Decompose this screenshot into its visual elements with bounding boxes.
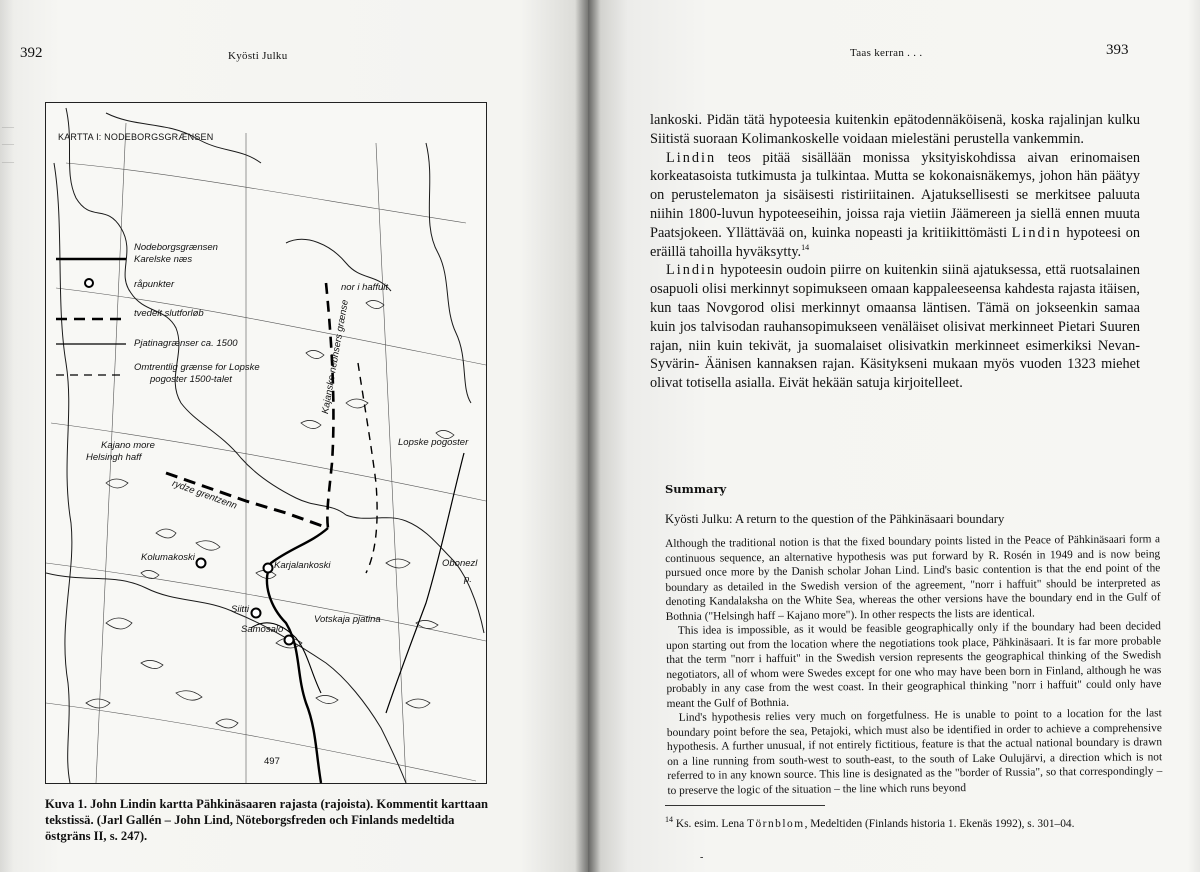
place-p-mark: p. bbox=[464, 574, 472, 585]
summary-body bbox=[665, 532, 1162, 798]
place-siitti: Siitti bbox=[231, 604, 249, 615]
summary-title: Kyösti Julku: A return to the question of the Pähkinäsaari boundary bbox=[665, 512, 1005, 526]
running-head-right: Taas kerran . . . bbox=[850, 47, 923, 59]
summary-heading: Summary bbox=[665, 482, 727, 496]
stray-mark: - bbox=[700, 852, 704, 863]
book-gutter bbox=[575, 0, 601, 872]
place-rydze: rydze grentzenn bbox=[170, 478, 239, 512]
footnote bbox=[665, 815, 1075, 830]
place-karjalankoski: Karjalankoski bbox=[274, 560, 331, 571]
place-kolumakoski: Kolumakoski bbox=[141, 552, 195, 563]
paragraph-2 bbox=[650, 149, 1140, 262]
paragraph-2-text-b: hypoteesi on eräillä tahoilla hyväksytty. bbox=[650, 224, 1140, 260]
footnote-reference: 14 bbox=[801, 242, 810, 252]
running-head-left: Kyösti Julku bbox=[228, 50, 288, 62]
page-number-right: 393 bbox=[1106, 42, 1129, 58]
legend-tvedelt: tvedelt slutforløb bbox=[134, 308, 204, 319]
map-figure bbox=[45, 102, 487, 784]
place-samosalo: Samosalo bbox=[241, 624, 284, 635]
author-name: Lindin bbox=[1011, 224, 1062, 241]
paragraph-3 bbox=[650, 261, 1140, 393]
main-text bbox=[650, 111, 1140, 393]
bleed-through-text: — — — bbox=[2, 119, 14, 168]
place-kajanske: Kajanske nebhsers grænse bbox=[320, 298, 351, 415]
figure-caption: Kuva 1. John Lindin kartta Pähkinäsaaren rajasta (rajoista). Kommentit karttaan tekstissä. (Jarl Gallén – John Lind, Nöteborgsfreden och Finlands medeltida östgräns II, s. 247). bbox=[45, 797, 489, 843]
place-obonezl: Obonezl bbox=[442, 558, 478, 569]
map-title: KARTTA I: NODEBORGSGRÆNSEN bbox=[58, 132, 214, 142]
place-helsingh: Helsingh haff bbox=[86, 452, 142, 463]
map-page-number: 497 bbox=[264, 756, 280, 767]
legend-rapunkter: råpunkter bbox=[134, 279, 175, 290]
footnote-rule bbox=[665, 805, 825, 806]
paragraph-1: lankoski. Pidän tätä hypoteesia kuitenkin epätodennäköisenä, koska rajalinjan kulku Siitistä suoraan Kolimankoskelle voidaan mielestäni perustella vankemmin. bbox=[650, 112, 1140, 147]
legend-nodeborg-2: Karelske næs bbox=[134, 254, 193, 265]
footnote-number: 14 bbox=[665, 815, 673, 825]
place-votskaja: Votskaja pjatina bbox=[314, 614, 381, 625]
left-page bbox=[0, 0, 588, 872]
paragraph-3-text: hypoteesin oudoin piirre on kuitenkin siinä ajatuksessa, että ruotsalainen osapuoli olisi merkinnyt sopimukseen omaan kappaleeseensa kahdesta rajasta itäisen, kun taas Novgorod olisi merkinnyt omaansa läntisen. Tämä on jokseenkin samaa kuin jos talvisodan rauhansopimukseen venäläiset olisivat merkinneet Pietari Suuren rajan, niin kuin tekivät, ja suomalaiset olisivatkin merkinneet esimerkiksi Nevan-Syvärin- Äänisen kannaksen rajan. Käsitykseni mukaan myös vuoden 1323 miehet olivat totisella asialla. Eivät hekään satuja kirjoitelleet. bbox=[650, 262, 1140, 392]
paragraph-2-text-a: teos pitää sisällään monissa yksityiskohdissa aivan erinomaisen korkeatasoista tutkimusta ja tulkintaa. Mutta se kokonaisnäkemys, johon hän päätyy on perustelematon ja sisäisesti ristiriitainen. Ajatuksellisesti se merkitsee paluuta niihin 1800-luvun hypoteeseihin, joissa raja vietiin Jäämereen ja siellä ennen muuta Paatsjokeen. Yllättävää on, kuinka nopeasti ja kritiikittömästi bbox=[650, 149, 1140, 241]
legend-pjatina: Pjatinagrænser ca. 1500 bbox=[134, 338, 238, 349]
author-name: Lindin bbox=[666, 149, 717, 166]
place-lopske: Lopske pogoster bbox=[398, 437, 469, 448]
footnote-text-a: Ks. esim. Lena bbox=[673, 818, 748, 830]
author-name: Lindin bbox=[666, 262, 717, 279]
footnote-author: Törnblom bbox=[747, 818, 805, 830]
summary-paragraph: This idea is impossible, as it would be feasible geographically only if the boundary had been decided upon starting out from the location where the negotiations took place, Pähkinäsaari. It is far more probable that the term "norr i haffuit" in the Swedish version represents the geographical thinking of the Swedish negotiators, all of whom were Swedes except for one who may have been born in Finland, although he was probably in any case from the west coast. In their geographical thinking "norr i haffuit" could only have meant the Gulf of Bothnia. bbox=[665, 620, 1162, 710]
place-kajano: Kajano more bbox=[101, 440, 155, 451]
page-number-left: 392 bbox=[20, 45, 43, 61]
summary-paragraph: Lind's hypothesis relies very much on forgetfulness. He is unable to point to a location for the last boundary point before the sea, Petajoki, which must also be identified in order to achieve a comprehensive hypothesis. A further unusual, if not entirely fictitious, feature is that the actual national boundary is drawn on a line running from south-west to south-east, to the south of Lake Oulujärvi, a direction which is not referred to in any known source. This line is designated as the "border of Russia", so that correspondingly – to preserve the logic of the situation – the line which runs beyond bbox=[666, 707, 1163, 797]
legend-lopske-1: Omtrentlig grænse for Lopske bbox=[134, 362, 260, 373]
legend-nodeborg-1: Nodeborgsgrænsen bbox=[134, 242, 218, 253]
footnote-text-b: , Medeltiden (Finlands historia 1. Ekenäs 1992), s. 301–04. bbox=[804, 818, 1075, 830]
legend-lopske-2: pogoster 1500-talet bbox=[150, 374, 232, 385]
summary-paragraph: Although the traditional notion is that the fixed boundary points listed in the Peace of Pähkinäsaari form a continuous sequence, an alternative hypothesis was put forward by R. Rosén in 1949 and is now being pursued once more by the Danish scholar Johan Lind. Lind's basic contention is that the end point of the boundary as detailed in the Swedish version of the agreement, "norr i haffuit" should be interpreted as denoting Kandalaksha on the White Sea, whereas the other versions have the boundary end in the Gulf of Bothnia ("Helsingh haff – Kajano more"). In other respects the lists are identical. bbox=[665, 533, 1161, 623]
place-nor-haffuit: nor i haffuit bbox=[341, 282, 388, 293]
